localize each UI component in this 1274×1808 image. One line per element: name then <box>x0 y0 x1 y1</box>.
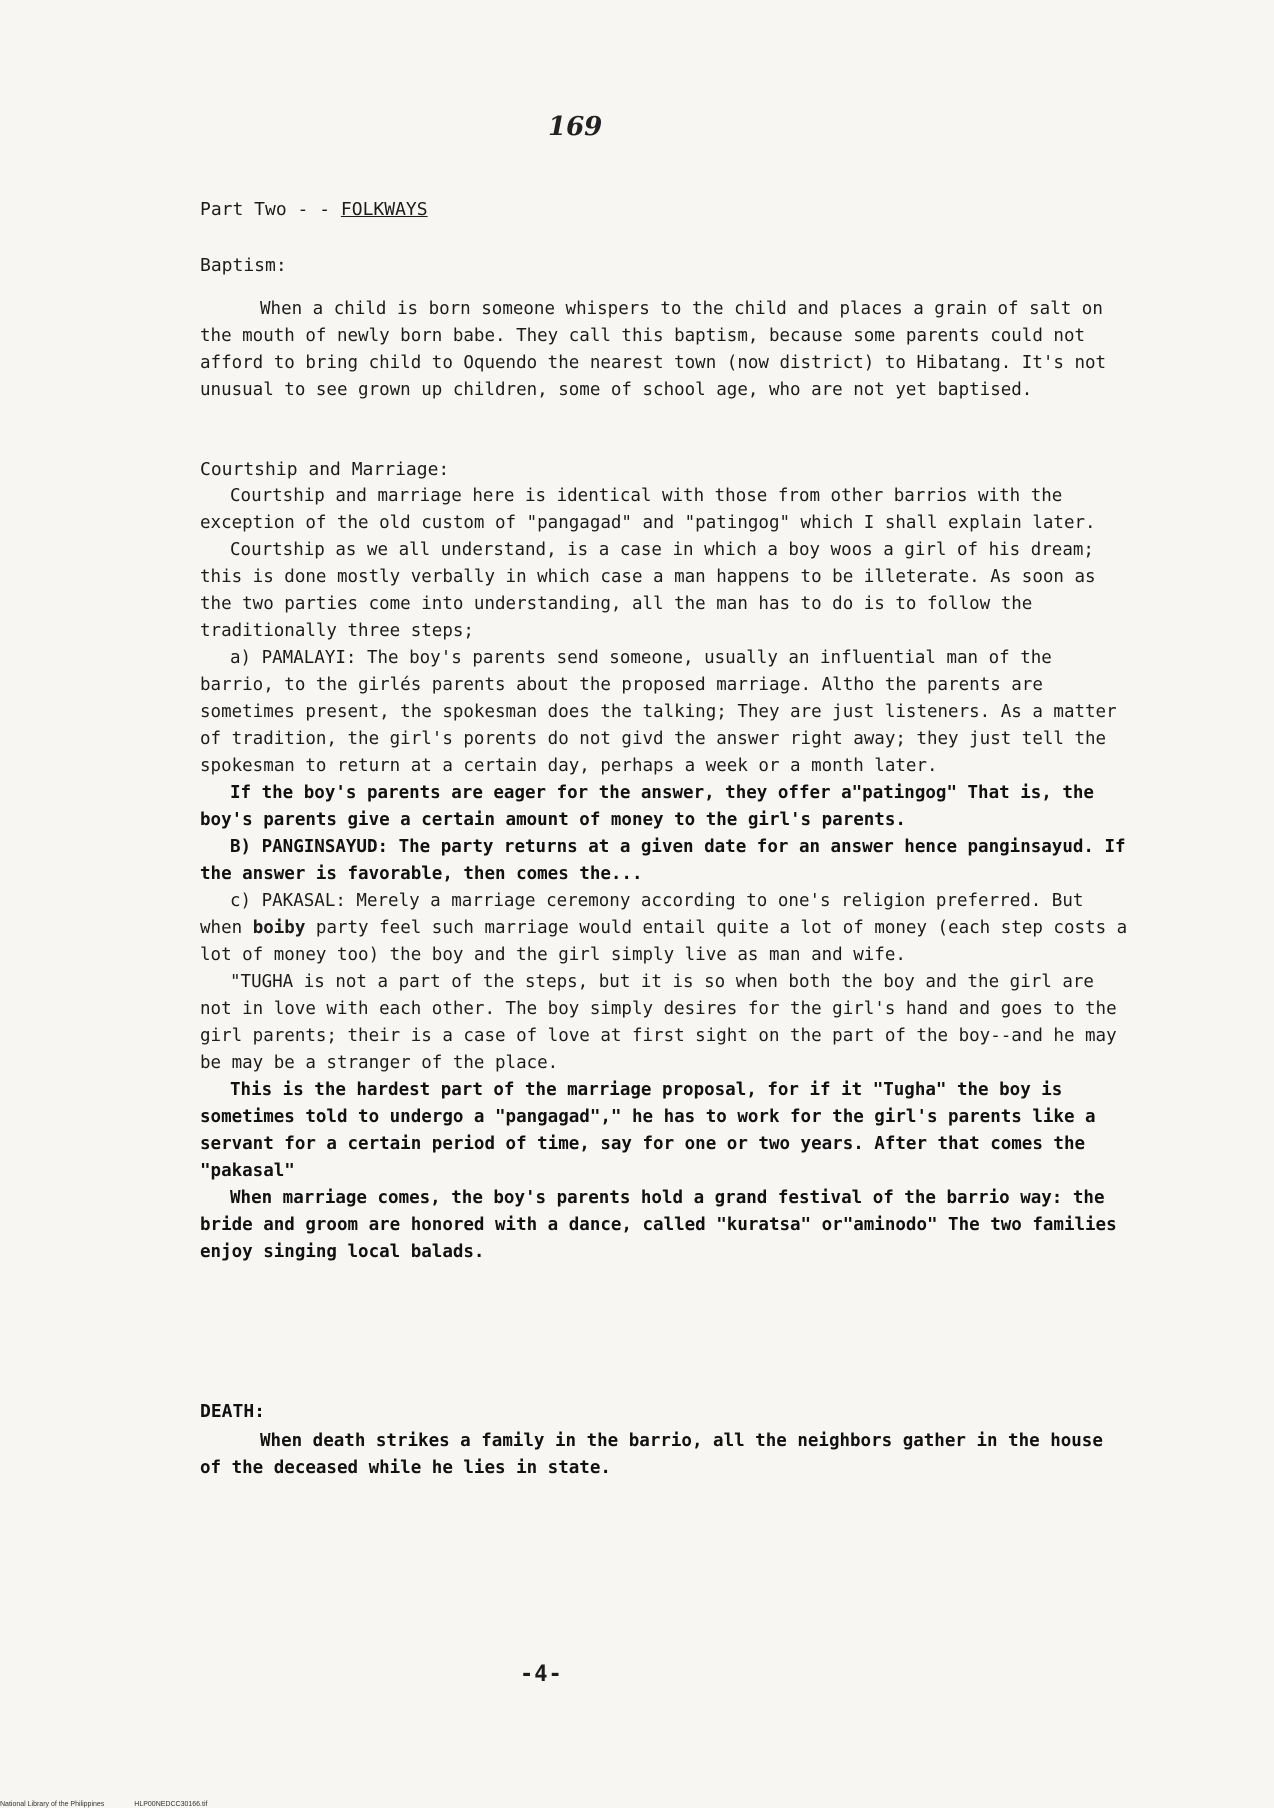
footer-page-number: -4- <box>520 1662 563 1687</box>
scan-footer <box>0 1801 237 1808</box>
step-a-pamalayi: a) PAMALAYI: The boy's parents send someone, usually an influential man of the barrio, to the girlés parents about the proposed marriage. Altho the parents are sometimes present, the spokesman does the talking; They are just listeners. As a matter of tradition, the girl's porents do not givd the answer right away; they just tell the spokesman to return at a certain day, perhaps a week or a month later. <box>200 648 1117 776</box>
patingog-paragraph: If the boy's parents are eager for the answer, they offer a"patingog" That is, the boy's parents give a certain amount of money to the girl's parents. <box>200 783 1094 830</box>
handwritten-page-number: 169 <box>548 112 603 142</box>
tugha-paragraph: "TUGHA is not a part of the steps, but it is so when both the boy and the girl are not in love with each other. The boy simply desires for the girl's hand and goes to the girl parents; their is a case of love at first sight on the part of the boy--and he may be may be a stranger of the place. <box>200 972 1117 1073</box>
part-heading-title: FOLKWAYS <box>340 199 428 220</box>
step-c-pakasal <box>200 888 1130 969</box>
death-paragraph: When death strikes a family in the barrio, all the neighbors gather in the house of the deceased while he lies in state. <box>200 1431 1103 1478</box>
baptism-section <box>200 296 1130 404</box>
step-c-text-1: c) PAKASAL: Merely a marriage ceremony according to one's religion preferred. But when <box>200 891 1084 938</box>
part-heading <box>200 196 1130 223</box>
death-section <box>200 1428 1130 1482</box>
scan-footer-file: HLP00NEDCC30166.tif <box>134 1801 208 1808</box>
courtship-paragraph-1: Courtship and marriage here is identical with those from other barrios with the exception of the old custom of "pangagad" and "patingog" which I shall explain later. <box>200 486 1096 533</box>
hardest-part-paragraph: This is the hardest part of the marriage proposal, for if it "Tugha" the boy is sometimes told to undergo a "pangagad"," he has to work for the girl's parents like a servant for a certain period of time, say for one or two years. After that comes the "pakasal" <box>200 1080 1096 1181</box>
baptism-paragraph: When a child is born someone whispers to the child and places a grain of salt on the mouth of newly born babe. They call this baptism, because some parents could not afford to bring child to Oquendo the nearest town (now district) to Hibatang. It's not unusual to see grown up children, some of school age, who are not yet baptised. <box>200 299 1107 400</box>
baptism-heading: Baptism: <box>200 255 287 276</box>
part-heading-prefix: Part Two - - <box>200 199 341 220</box>
death-heading: DEATH: <box>200 1401 266 1422</box>
step-c-struck-word: boiby <box>252 918 306 938</box>
festival-paragraph: When marriage comes, the boy's parents hold a grand festival of the barrio way: the bride and groom are honored with a dance, called "kuratsa" or"aminodo" The two families enjoy singing local balads. <box>200 1188 1117 1262</box>
courtship-heading: Courtship and Marriage: <box>200 459 450 480</box>
step-c-text-2: party feel such marriage would entail quite a lot of money (each step costs a lot of money too) the boy and the girl simply live as man and wife. <box>200 918 1128 965</box>
scan-footer-library: National Library of the Philippines <box>0 1801 105 1808</box>
step-b-panginsayud: B) PANGINSAYUD: The party returns at a given date for an answer hence panginsayud. If the answer is favorable, then comes the... <box>200 837 1126 884</box>
courtship-paragraph-2: Courtship as we all understand, is a case in which a boy woos a girl of his dream; this is done mostly verbally in which case a man happens to be illeterate. As soon as the two parties come into understanding, all the man has to do is to follow the traditionally three steps; <box>200 540 1096 641</box>
courtship-section <box>200 483 1130 1266</box>
